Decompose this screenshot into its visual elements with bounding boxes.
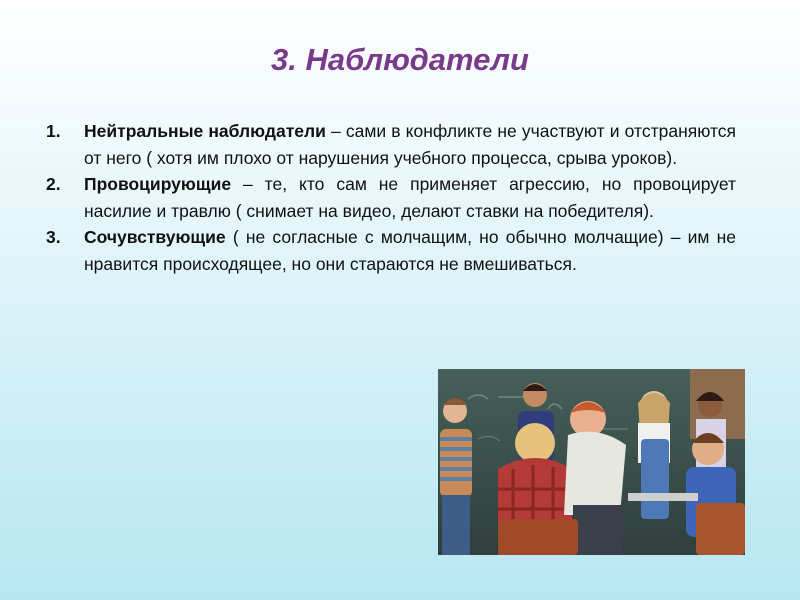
list-item [46, 224, 736, 277]
list-item-term: Сочувствующие [84, 227, 226, 247]
list-item-term: Нейтральные наблюдатели [84, 121, 326, 141]
list-item-number: 1. [46, 121, 61, 141]
list-item [46, 171, 736, 224]
observer-types-list [46, 118, 736, 277]
list-item-text: – те, кто сам не применяет агрессию, но провоцирует насилие и травлю ( снимает на видео, делают ставки на победителя). [84, 174, 736, 221]
list-item-term: Провоцирующие [84, 174, 232, 194]
classroom-photo [438, 369, 745, 555]
list-item [46, 118, 736, 171]
list-item-number: 3. [46, 227, 61, 247]
list-item-number: 2. [46, 174, 61, 194]
classroom-photo-illustration [438, 369, 745, 555]
slide-title: 3. Наблюдатели [271, 42, 529, 77]
list-item-text: – сами в конфликте не участвуют и отстраняются от него ( хотя им плохо от нарушения учебного процесса, срыва уроков). [84, 121, 736, 168]
list-item-text: ( не согласные с молчащим, но обычно молчащие) – им не нравится происходящее, но они стараются не вмешиваться. [84, 227, 736, 274]
